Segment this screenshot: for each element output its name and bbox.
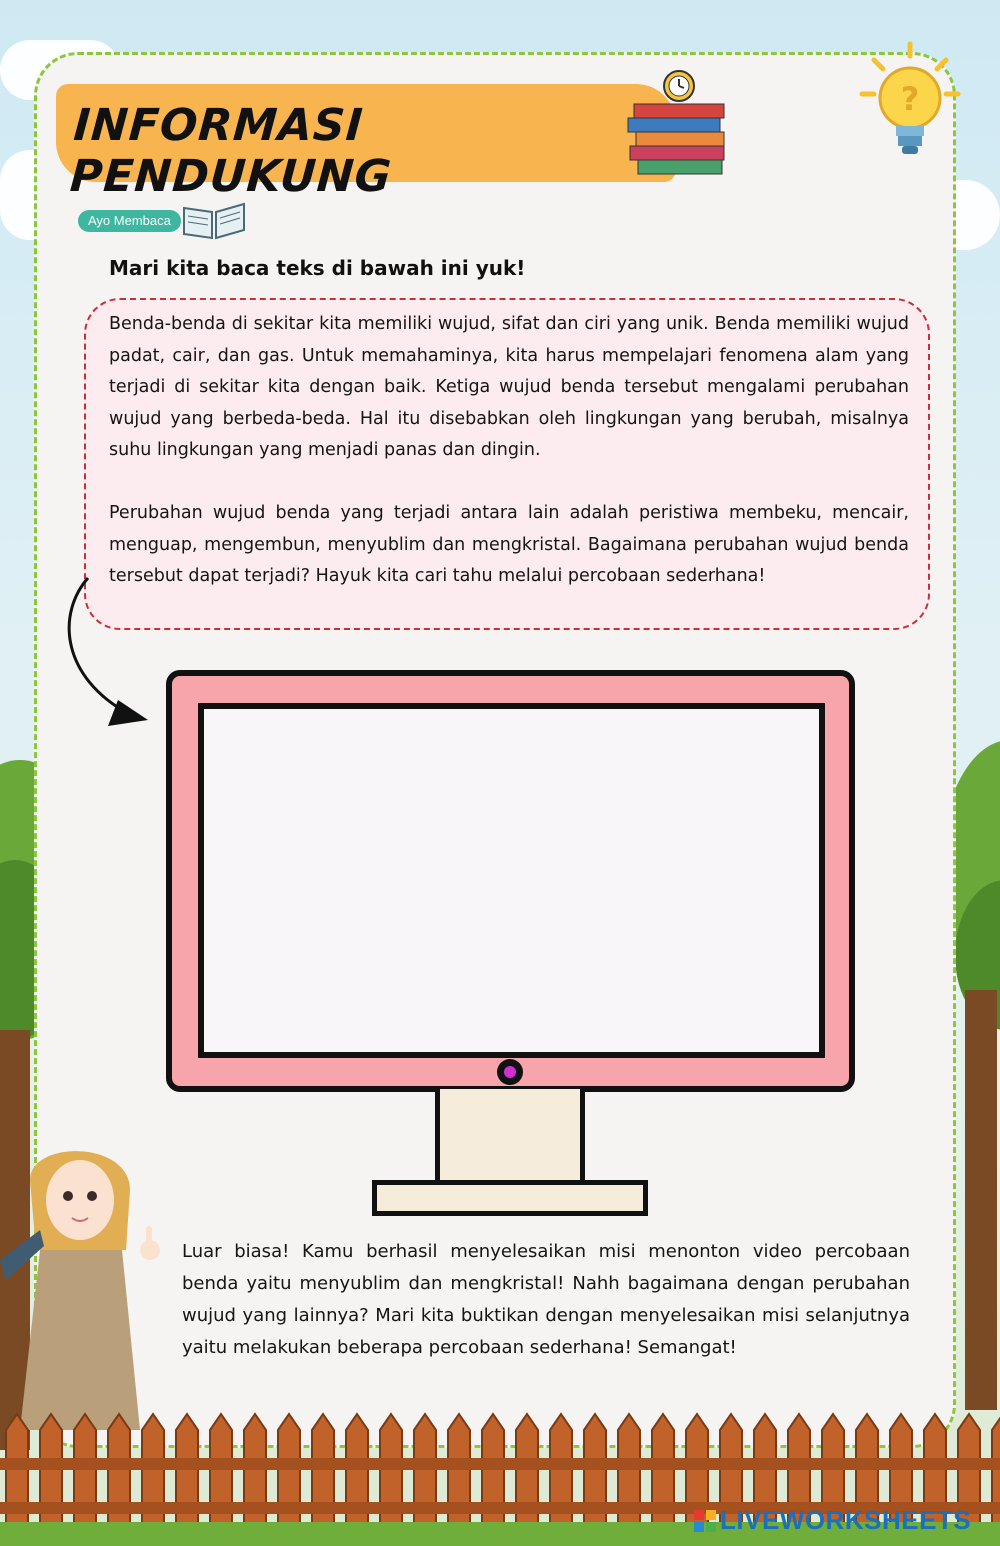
watermark-logo: LIVEWORKSHEETS [720, 1505, 972, 1535]
reading-paragraph-1: Benda-benda di sekitar kita memiliki wujud, sifat dan ciri yang unik. Benda memiliki wujud padat, cair, dan gas. Untuk memahaminya, kita harus mempelajari fenomena alam yang terjadi di sekitar kita dengan baik. Ketiga wujud benda tersebut mengalami perubahan wujud yang berbeda-beda. Hal itu disebabkan oleh lingkungan yang berubah, misalnya suhu lingkungan yang menjadi panas dan dingin. [109, 314, 909, 460]
reading-instruction: Mari kita baca teks di bawah ini yuk! [109, 256, 526, 280]
ayo-membaca-badge: Ayo Membaca [78, 210, 181, 232]
reading-paragraph-2: Perubahan wujud benda yang terjadi antara lain adalah peristiwa membeku, mencair, menguap, mengembun, menyublim dan mengkristal. Bagaimana perubahan wujud benda tersebut dapat terjadi? Hayuk kita cari tahu melalui percobaan sederhana! [109, 503, 909, 586]
video-screen[interactable] [198, 703, 825, 1058]
lightbulb-icon [858, 40, 962, 164]
monitor-base [372, 1180, 648, 1216]
page-title: INFORMASI PENDUKUNG [68, 100, 394, 202]
monitor-stand [435, 1089, 585, 1185]
closing-paragraph: Luar biasa! Kamu berhasil menyelesaikan misi menonton video percobaan benda yaitu menyublim dan mengkristal! Nahh bagaimana dengan perubahan wujud yang lainnya? Mari kita buktikan dengan menyelesaikan misi selanjutnya yaitu melakukan beberapa percobaan sederhana! Semangat! [182, 1241, 910, 1358]
open-book-icon [180, 200, 248, 240]
teacher-character-illustration [0, 1130, 170, 1430]
curved-arrow-icon [56, 572, 156, 732]
tree-right-trunk [965, 990, 997, 1410]
liveworksheets-logo-icon [694, 1510, 716, 1532]
svg-text:?: ? [900, 80, 920, 118]
book-stack-icon [622, 58, 732, 182]
power-button-icon [497, 1059, 523, 1085]
